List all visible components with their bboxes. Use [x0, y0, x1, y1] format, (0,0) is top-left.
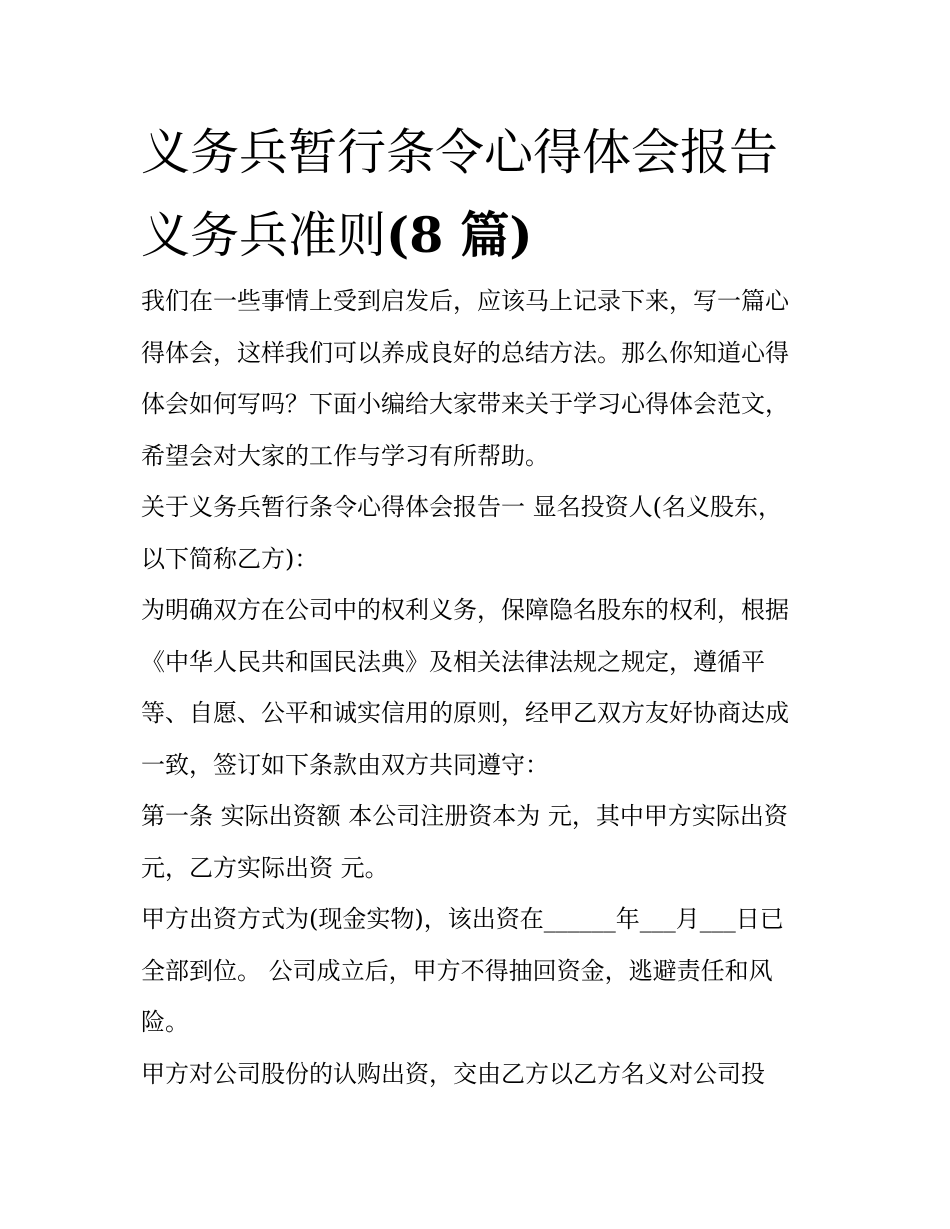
body-line: 希望会对大家的工作与学习有所帮助。	[141, 441, 549, 470]
body-line: 甲方出资方式为(现金实物)，该出资在______年___月___日已	[141, 905, 784, 933]
body-line: 第一条 实际出资额 本公司注册资本为 元，其中甲方实际出资	[141, 802, 788, 830]
title-line-2-count: (8 篇)	[386, 206, 533, 264]
title-line-2	[141, 194, 821, 277]
body-line: 为明确双方在公司中的权利义务，保障隐名股东的权利，根据	[141, 596, 789, 624]
body-line: 等、自愿、公平和诚实信用的原则，经甲乙双方友好协商达成	[141, 699, 789, 727]
body-line: 体会如何写吗？下面小编给大家带来关于学习心得体会范文，	[141, 390, 789, 418]
body-line: 甲方对公司股份的认购出资，交由乙方以乙方名义对公司投	[141, 1059, 765, 1088]
body-line: 一致，签订如下条款由双方共同遵守：	[141, 750, 549, 779]
title-line-1: 义务兵暂行条令心得体会报告	[141, 124, 779, 181]
document-title	[141, 112, 821, 277]
body-line: 关于义务兵暂行条令心得体会报告一 显名投资人(名义股东，	[141, 493, 782, 521]
body-line: 《中华人民共和国民法典》及相关法律法规之规定，遵循平	[141, 647, 765, 676]
body-line: 险。	[141, 1008, 189, 1036]
body-line: 元，乙方实际出资 元。	[141, 853, 389, 882]
body-line: 以下简称乙方)：	[141, 544, 319, 573]
body-line: 得体会，这样我们可以养成良好的总结方法。那么你知道心得	[141, 338, 789, 367]
body-line: 我们在一些事情上受到启发后，应该马上记录下来，写一篇心	[141, 287, 789, 315]
title-line-2-text: 义务兵准则	[141, 207, 387, 264]
body-line: 全部到位。 公司成立后，甲方不得抽回资金，逃避责任和风	[141, 956, 773, 985]
document-body	[141, 276, 821, 1100]
